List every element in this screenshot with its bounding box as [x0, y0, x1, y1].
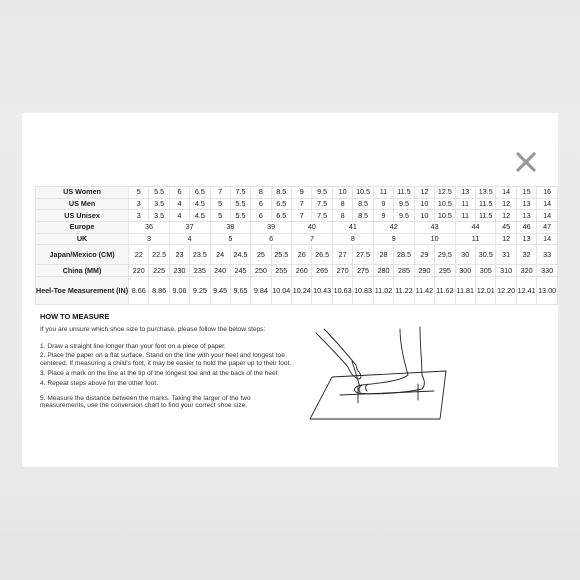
size-cell: 8.86	[149, 277, 169, 305]
size-row	[36, 245, 558, 265]
row-header: US Women	[36, 187, 129, 199]
size-cell: 14	[537, 233, 558, 245]
close-button[interactable]	[515, 151, 537, 173]
size-cell: 10.04	[271, 277, 291, 305]
row-header: Heel-Toe Measurement (IN)	[36, 277, 129, 305]
step-5: 5. Measure the distance between the marks. Taking the larger of the two measurements, use the conversion chart to find your correct shoe size.	[40, 394, 251, 410]
step-1: 1. Draw a straight line longer than your foot on a piece of paper.	[40, 342, 226, 350]
size-cell: 11	[455, 233, 496, 245]
size-cell: 27.5	[353, 245, 373, 265]
size-cell: 4	[169, 233, 210, 245]
size-cell: 225	[149, 265, 169, 277]
how-to-measure	[40, 313, 295, 412]
size-cell: 13	[516, 233, 536, 245]
size-cell: 3	[129, 198, 149, 210]
size-cell: 245	[230, 265, 250, 277]
size-cell: 10.83	[353, 277, 373, 305]
size-cell: 30.5	[475, 245, 495, 265]
size-cell: 9.5	[312, 187, 332, 199]
size-cell: 250	[251, 265, 271, 277]
size-cell: 32	[516, 245, 536, 265]
size-cell: 9	[373, 210, 393, 222]
size-cell: 305	[475, 265, 495, 277]
size-cell: 8.66	[129, 277, 149, 305]
size-cell: 255	[271, 265, 291, 277]
size-row	[36, 265, 558, 277]
size-cell: 8.5	[353, 210, 373, 222]
size-cell: 3.5	[149, 210, 169, 222]
size-cell: 28.5	[394, 245, 414, 265]
size-cell: 3.5	[149, 198, 169, 210]
size-cell: 9	[373, 233, 414, 245]
size-cell: 26	[291, 245, 311, 265]
size-cell: 27	[332, 245, 352, 265]
size-row	[36, 210, 558, 222]
size-cell: 6	[251, 198, 271, 210]
size-cell: 13.5	[475, 187, 495, 199]
size-cell: 39	[251, 222, 292, 234]
size-cell: 8.5	[271, 187, 291, 199]
size-cell: 10.5	[435, 198, 455, 210]
size-cell: 220	[129, 265, 149, 277]
size-cell: 8	[332, 198, 352, 210]
size-cell: 10.24	[291, 277, 311, 305]
size-cell: 9.25	[190, 277, 210, 305]
size-cell: 10	[414, 198, 434, 210]
row-header: China (MM)	[36, 265, 129, 277]
size-cell: 5.5	[230, 198, 250, 210]
size-chart-card	[22, 113, 558, 467]
size-cell: 9.65	[230, 277, 250, 305]
size-cell: 10	[414, 210, 434, 222]
size-cell: 23.5	[190, 245, 210, 265]
size-cell: 6	[251, 210, 271, 222]
size-cell: 8	[332, 210, 352, 222]
size-row	[36, 233, 558, 245]
size-cell: 6.5	[271, 210, 291, 222]
size-cell: 9.45	[210, 277, 230, 305]
size-cell: 3	[129, 210, 149, 222]
size-cell: 9	[373, 198, 393, 210]
close-icon	[515, 151, 537, 173]
size-row	[36, 277, 558, 305]
size-cell: 44	[455, 222, 496, 234]
step-2: 2. Place the paper on a flat surface. Stand on the line with your heel and longest toe centered. If measuring a child's foot, it may be easier to hold the paper up to their foot.	[40, 352, 292, 368]
size-cell: 37	[169, 222, 210, 234]
size-cell: 9	[291, 187, 311, 199]
size-row	[36, 187, 558, 199]
size-cell: 8	[332, 233, 373, 245]
size-cell: 11.22	[394, 277, 414, 305]
size-cell: 12	[414, 187, 434, 199]
size-cell: 8.5	[353, 198, 373, 210]
row-header: US Unisex	[36, 210, 129, 222]
size-cell: 4	[169, 210, 189, 222]
row-header: Europe	[36, 222, 129, 234]
how-to-intro: If you are unsure which shoe size to purchase, please follow the below steps:	[40, 325, 266, 333]
size-cell: 7	[210, 187, 230, 199]
size-cell: 7.5	[230, 187, 250, 199]
size-cell: 280	[373, 265, 393, 277]
size-cell: 300	[455, 265, 475, 277]
size-cell: 295	[435, 265, 455, 277]
size-cell: 235	[190, 265, 210, 277]
size-cell: 3	[129, 233, 170, 245]
size-cell: 12.20	[496, 277, 516, 305]
size-cell: 4.5	[190, 210, 210, 222]
size-cell: 36	[129, 222, 170, 234]
row-header: UK	[36, 233, 129, 245]
size-cell: 290	[414, 265, 434, 277]
size-cell: 23	[169, 245, 189, 265]
size-cell: 42	[373, 222, 414, 234]
size-cell: 12.01	[475, 277, 495, 305]
size-cell: 7.5	[312, 210, 332, 222]
size-row	[36, 198, 558, 210]
size-cell: 285	[394, 265, 414, 277]
size-cell: 10.5	[435, 210, 455, 222]
size-cell: 10.43	[312, 277, 332, 305]
size-cell: 7	[291, 233, 332, 245]
size-cell: 11.02	[373, 277, 393, 305]
size-cell: 7	[291, 198, 311, 210]
size-cell: 14	[496, 187, 516, 199]
size-cell: 6	[251, 233, 292, 245]
step-3: 3. Place a mark on the line at the tip of the longest toe and at the back of the heel.	[40, 369, 279, 377]
size-cell: 330	[537, 265, 558, 277]
size-cell: 260	[291, 265, 311, 277]
size-cell: 45	[496, 222, 516, 234]
size-cell: 5.5	[149, 187, 169, 199]
size-cell: 47	[537, 222, 558, 234]
size-cell: 5	[210, 233, 251, 245]
size-cell: 275	[353, 265, 373, 277]
size-cell: 41	[332, 222, 373, 234]
size-row	[36, 222, 558, 234]
size-cell: 10.63	[332, 277, 352, 305]
size-cell: 9.84	[251, 277, 271, 305]
size-cell: 10.5	[353, 187, 373, 199]
size-cell: 40	[291, 222, 332, 234]
size-cell: 9.5	[394, 198, 414, 210]
size-cell: 13	[455, 187, 475, 199]
size-cell: 31	[496, 245, 516, 265]
size-cell: 11.81	[455, 277, 475, 305]
size-cell: 11.62	[435, 277, 455, 305]
size-cell: 310	[496, 265, 516, 277]
row-header: US Men	[36, 198, 129, 210]
size-cell: 28	[373, 245, 393, 265]
size-cell: 13	[516, 198, 536, 210]
how-to-title: HOW TO MEASURE	[40, 312, 110, 321]
size-cell: 15	[516, 187, 536, 199]
size-cell: 7.5	[312, 198, 332, 210]
size-cell: 25.5	[271, 245, 291, 265]
size-cell: 11	[455, 210, 475, 222]
size-cell: 5.5	[230, 210, 250, 222]
size-cell: 11	[455, 198, 475, 210]
size-cell: 22.5	[149, 245, 169, 265]
size-cell: 29.5	[435, 245, 455, 265]
size-cell: 12	[496, 233, 516, 245]
size-cell: 8	[251, 187, 271, 199]
size-cell: 6.5	[190, 187, 210, 199]
size-cell: 5	[210, 210, 230, 222]
size-cell: 6.5	[271, 198, 291, 210]
size-cell: 16	[537, 187, 558, 199]
size-cell: 25	[251, 245, 271, 265]
size-cell: 12.5	[435, 187, 455, 199]
size-cell: 38	[210, 222, 251, 234]
size-cell: 33	[537, 245, 558, 265]
size-cell: 265	[312, 265, 332, 277]
size-cell: 11.5	[394, 187, 414, 199]
size-cell: 5	[129, 187, 149, 199]
size-cell: 6	[169, 187, 189, 199]
size-cell: 230	[169, 265, 189, 277]
size-cell: 24	[210, 245, 230, 265]
foot-measuring-illustration	[296, 325, 458, 423]
size-cell: 22	[129, 245, 149, 265]
size-cell: 11.5	[475, 198, 495, 210]
size-cell: 12.41	[516, 277, 536, 305]
size-cell: 29	[414, 245, 434, 265]
size-cell: 7	[291, 210, 311, 222]
size-cell: 30	[455, 245, 475, 265]
size-cell: 14	[537, 198, 558, 210]
size-cell: 10	[414, 233, 455, 245]
size-cell: 4.5	[190, 198, 210, 210]
size-cell: 240	[210, 265, 230, 277]
size-cell: 270	[332, 265, 352, 277]
size-cell: 11	[373, 187, 393, 199]
size-cell: 320	[516, 265, 536, 277]
size-cell: 24.5	[230, 245, 250, 265]
size-table	[35, 186, 558, 305]
size-cell: 12	[496, 198, 516, 210]
size-cell: 43	[414, 222, 455, 234]
size-cell: 13	[516, 210, 536, 222]
step-4: 4. Repeat steps above for the other foot.	[40, 379, 159, 387]
size-cell: 11.42	[414, 277, 434, 305]
row-header: Japan/Mexico (CM)	[36, 245, 129, 265]
size-cell: 13.00	[537, 277, 558, 305]
size-cell: 12	[496, 210, 516, 222]
size-cell: 10	[332, 187, 352, 199]
size-cell: 26.5	[312, 245, 332, 265]
size-cell: 46	[516, 222, 536, 234]
size-cell: 5	[210, 198, 230, 210]
size-cell: 9.06	[169, 277, 189, 305]
size-cell: 9.5	[394, 210, 414, 222]
size-cell: 14	[537, 210, 558, 222]
size-cell: 4	[169, 198, 189, 210]
size-cell: 11.5	[475, 210, 495, 222]
